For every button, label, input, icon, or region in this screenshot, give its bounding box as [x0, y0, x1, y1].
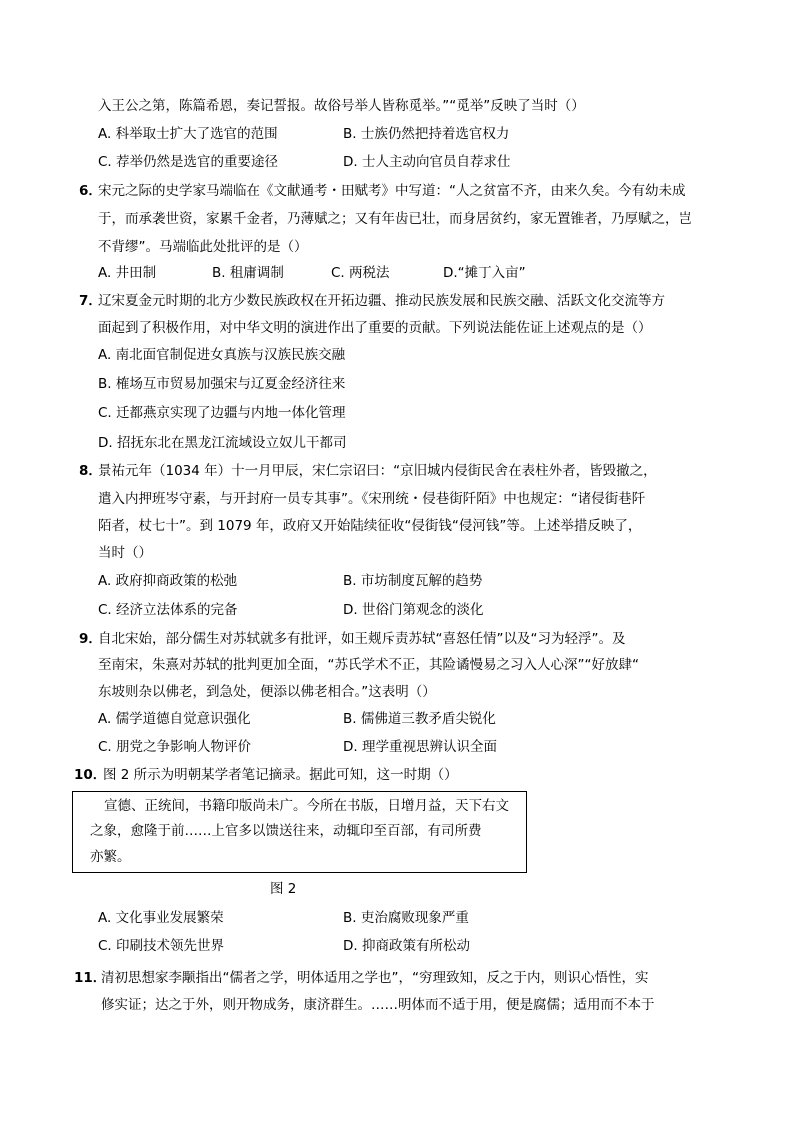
q8-stem-line-4: 当时（）	[98, 545, 152, 561]
q6-option-d[interactable]: D.“摊丁入亩”	[443, 265, 526, 281]
q11-number: 11．	[74, 970, 107, 986]
q6-option-b[interactable]: B. 租庸调制	[212, 265, 284, 281]
q10-excerpt-line-2: 之象，愈隆于前……上官多以馈送往来，动辄印至百部，有司所费	[90, 823, 482, 839]
q9-stem-line-2: 至南宋，朱熹对苏轼的批判更加全面，“苏氏学术不正，其险谲慢易之习入人心深”“好放肆“	[98, 657, 639, 673]
q8-stem-line-1: 景祐元年（1034 年）十一月甲辰，宋仁宗诏曰：“京旧城内侵街民舍在表柱外者，皆毁撤之，	[98, 463, 657, 479]
q8-stem-line-3: 陌者，杖七十”。到 1079 年，政府又开始陆续征收“侵街钱“侵河钱”等。上述举措反映了，	[98, 518, 642, 534]
q7-stem-line-2: 面起到了积极作用，对中华文明的演进作出了重要的贡献。下列说法能佐证上述观点的是（）	[98, 320, 652, 336]
q8-option-b[interactable]: B. 市坊制度瓦解的趋势	[343, 573, 483, 589]
q5-option-d[interactable]: D. 士人主动向官员自荐求仕	[343, 154, 511, 170]
q6-number: 6．	[79, 183, 102, 199]
q11-stem-line-1: 清初思想家李颙指出“儒者之学，明体适用之学也”，“穷理致知，反之于内，则识心悟性，实	[101, 970, 649, 986]
q9-option-a[interactable]: A. 儒学道德自觉意识强化	[98, 711, 251, 727]
q9-option-b[interactable]: B. 儒佛道三教矛盾尖锐化	[343, 711, 496, 727]
q5-stem-tail: 入王公之第，陈篇希恩，奏记誓报。故俗号举人皆称觅举。”“觅举”反映了当时（）	[98, 98, 585, 114]
q9-stem-line-1: 自北宋始，部分儒生对苏轼就多有批评，如王觌斥责苏轼“喜怒任情”以及“习为轻浮”。及	[98, 631, 626, 647]
q10-option-d[interactable]: D. 抑商政策有所松动	[343, 938, 470, 954]
q7-number: 7．	[79, 293, 102, 309]
q10-excerpt-line-1: 宣德、正统间，书籍印版尚未广。今所在书版，日增月益，天下右文	[104, 798, 509, 814]
q10-figure-label: 图 2	[270, 881, 297, 897]
q9-number: 9．	[79, 631, 102, 647]
q7-option-b[interactable]: B. 榷场互市贸易加强宋与辽夏金经济往来	[98, 376, 346, 392]
q8-option-c[interactable]: C. 经济立法体系的完备	[98, 602, 238, 618]
q10-stem: 图 2 所示为明朝某学者笔记摘录。据此可知，这一时期（）	[103, 767, 458, 783]
q6-option-c[interactable]: C. 两税法	[331, 265, 390, 281]
q9-option-d[interactable]: D. 理学重视思辨认识全面	[343, 739, 497, 755]
q10-option-a[interactable]: A. 文化事业发展繁荣	[98, 910, 224, 926]
q10-excerpt-line-3: 亦繁。	[90, 849, 131, 865]
q5-option-a[interactable]: A. 科举取士扩大了选官的范围	[98, 126, 278, 142]
q9-option-c[interactable]: C. 朋党之争影响人物评价	[98, 739, 252, 755]
q7-option-d[interactable]: D. 招抚东北在黑龙江流域设立奴儿干都司	[98, 435, 347, 451]
q8-stem-line-2: 遣入内押班岑守素，与开封府一员专其事”。《宋刑统・侵巷街阡陌》中也规定：“诸侵街巷阡	[98, 491, 646, 507]
q10-option-c[interactable]: C. 印刷技术领先世界	[98, 938, 225, 954]
q9-stem-line-3: 东坡则杂以佛老，到急处，便添以佛老相合。”这表明（）	[98, 684, 436, 700]
q7-option-c[interactable]: C. 迁都燕京实现了边疆与内地一体化管理	[98, 405, 346, 421]
q11-stem-line-2: 修实证；达之于外，则开物成务，康济群生。……明体而不适于用，便是腐儒；适用而不本于	[101, 997, 655, 1013]
q8-option-a[interactable]: A. 政府抑商政策的松弛	[98, 573, 238, 589]
q10-option-b[interactable]: B. 吏治腐败现象严重	[343, 910, 469, 926]
q6-stem-line-1: 宋元之际的史学家马端临在《文献通考・田赋考》中写道：“人之贫富不齐，由来久矣。今有幼未成	[98, 183, 686, 199]
q6-stem-line-3: 不背缪”。马端临此处批评的是（）	[98, 239, 308, 255]
q8-number: 8．	[79, 463, 102, 479]
q6-stem-line-2: 于，而承袭世资，家累千金者，乃薄赋之；又有年齿已壮，而身居贫约，家无置锥者，乃厚赋之，岂	[98, 211, 692, 227]
q5-option-c[interactable]: C. 荐举仍然是选官的重要途径	[98, 154, 279, 170]
q5-option-b[interactable]: B. 士族仍然把持着选官权力	[343, 126, 510, 142]
q6-option-a[interactable]: A. 井田制	[98, 265, 157, 281]
q8-option-d[interactable]: D. 世俗门第观念的淡化	[343, 602, 484, 618]
q10-number: 10．	[74, 767, 107, 783]
q7-stem-line-1: 辽宋夏金元时期的北方少数民族政权在开拓边疆、推动民族发展和民族交融、活跃文化交流等方	[98, 293, 665, 309]
q7-option-a[interactable]: A. 南北面官制促进女真族与汉族民族交融	[98, 347, 346, 363]
